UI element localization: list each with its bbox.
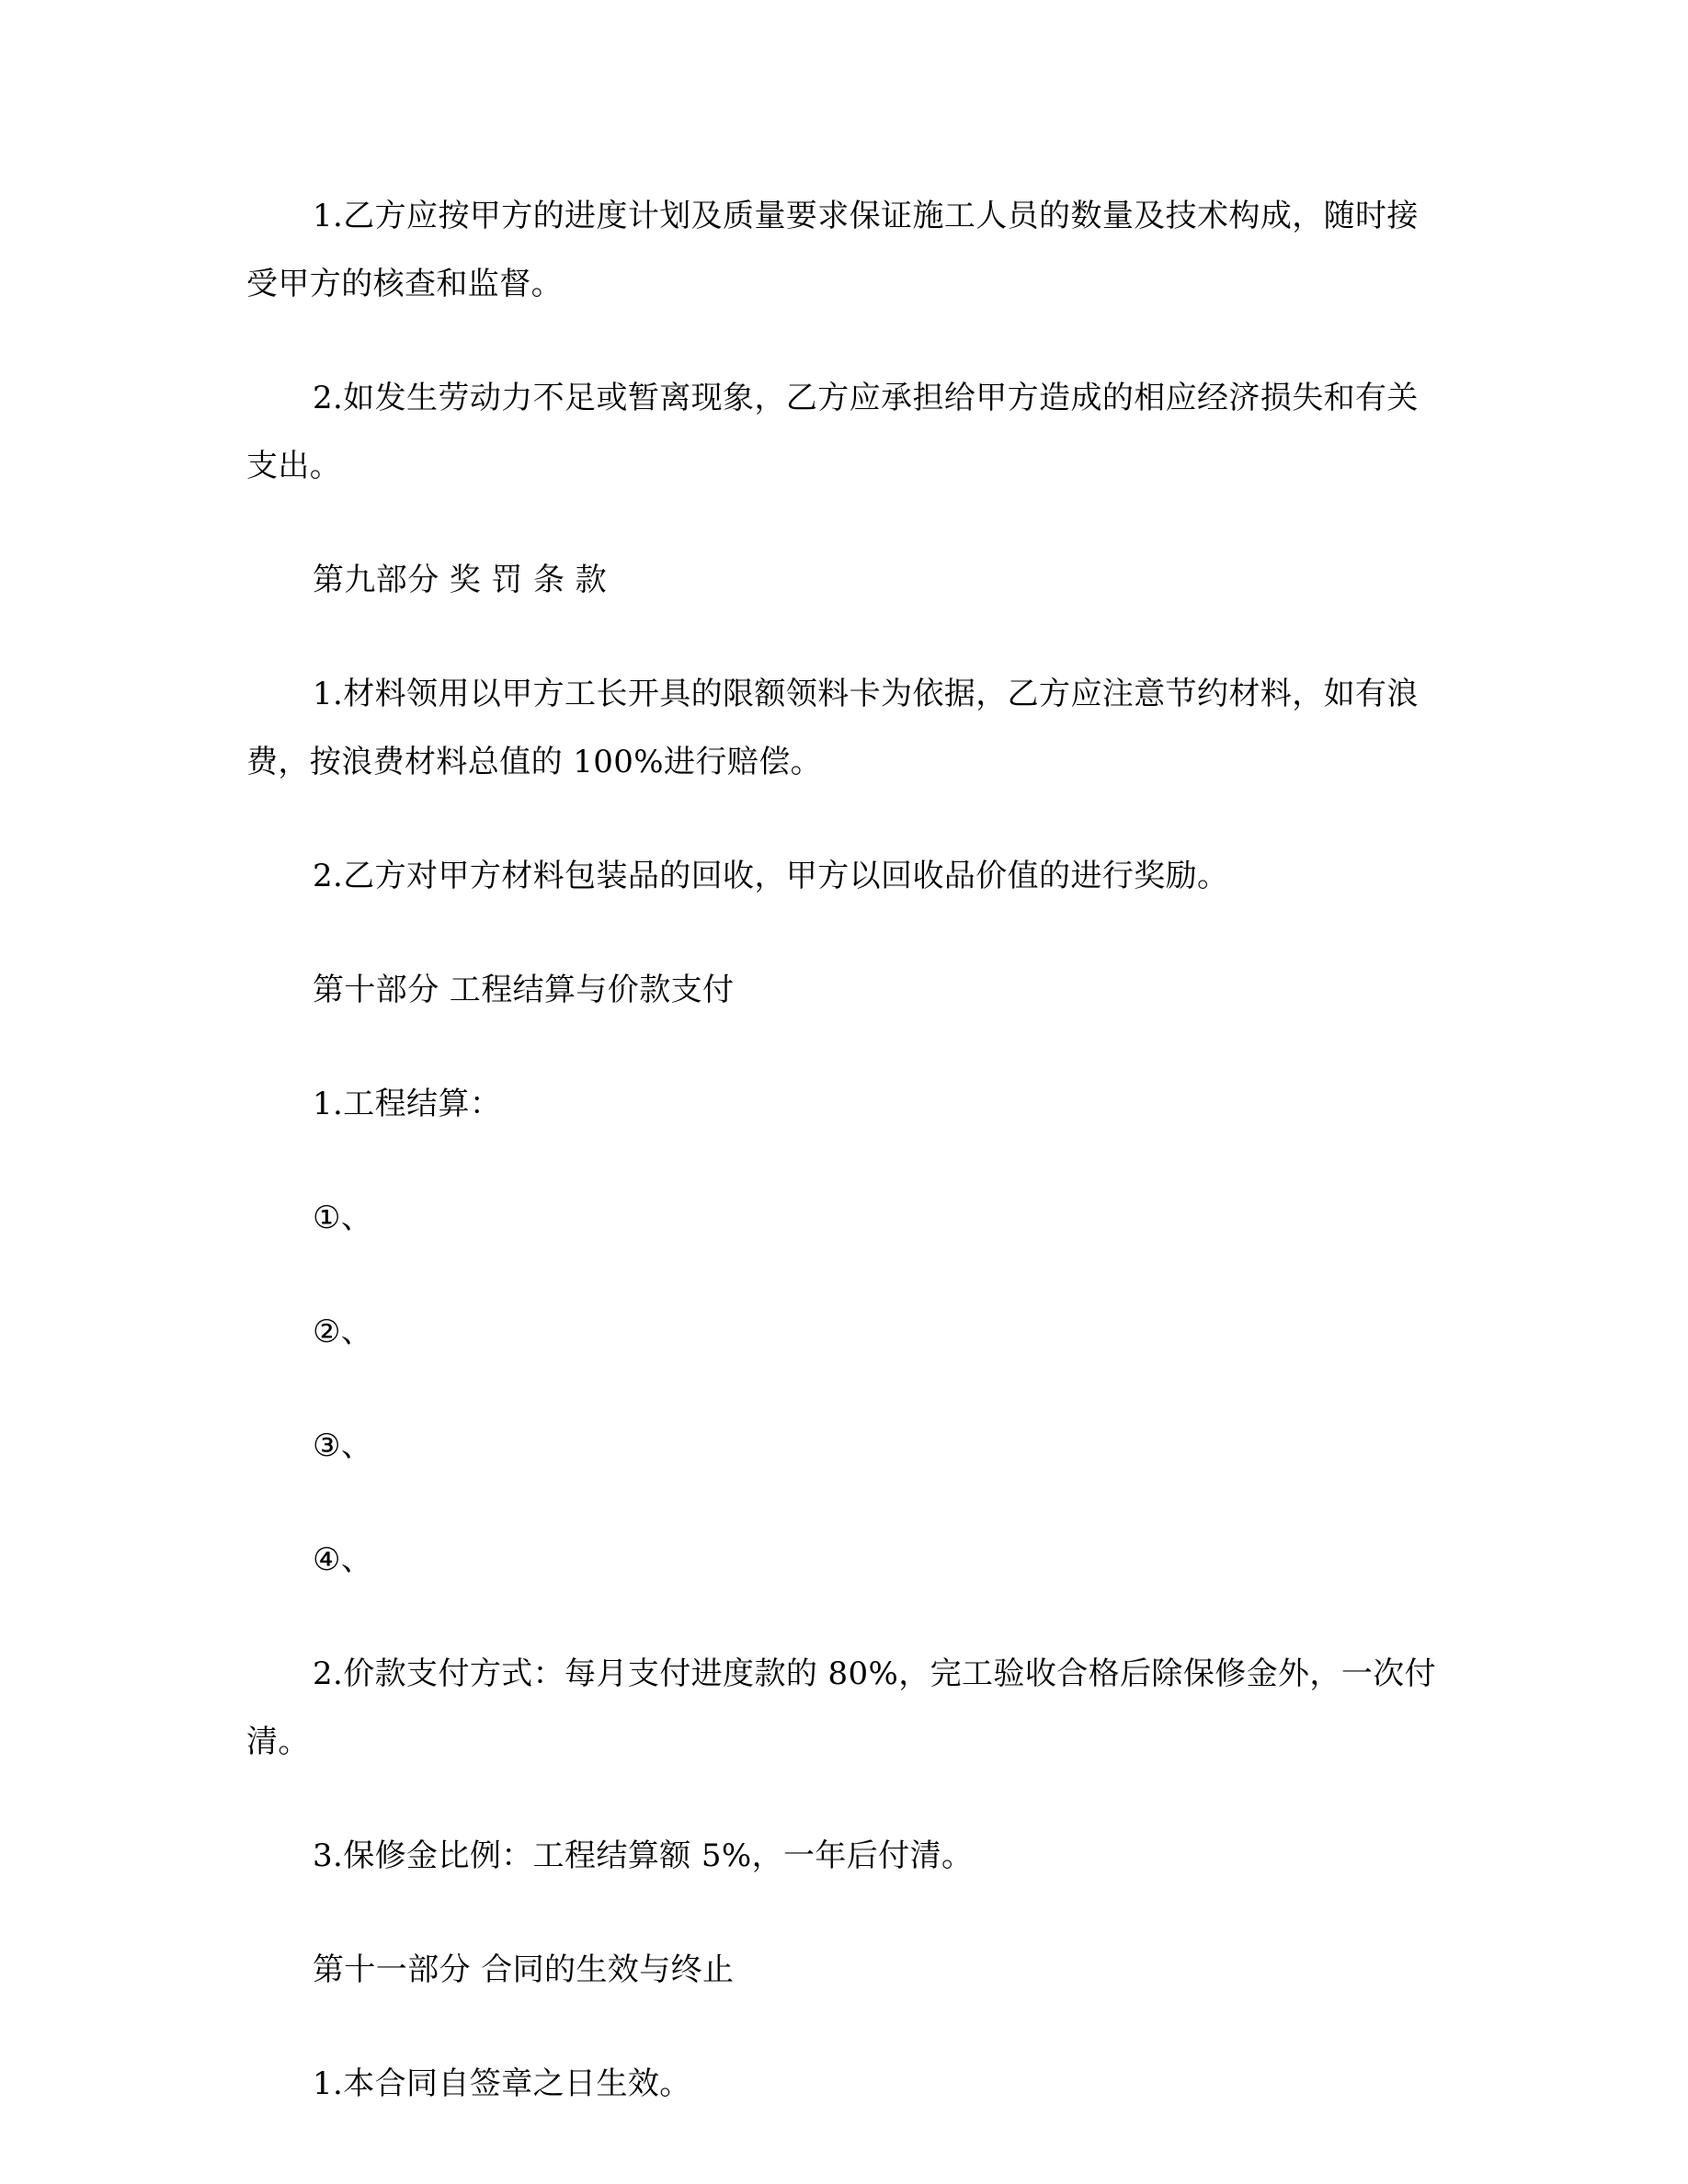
list-item-settlement-2: ②、: [313, 1314, 373, 1350]
paragraph-labor-guarantee: 1.乙方应按甲方的进度计划及质量要求保证施工人员的数量及技术构成，随时接受甲方的核查和监督。: [246, 198, 1419, 302]
list-item-settlement-1: ①、: [313, 1200, 373, 1236]
section-heading-rewards-penalties: 第九部分 奖 罚 条 款: [313, 562, 608, 598]
paragraph-packaging-recycling: 2.乙方对甲方材料包装品的回收，甲方以回收品价值的进行奖励。: [313, 858, 1229, 894]
section-heading-settlement-payment: 第十部分 工程结算与价款支付: [313, 972, 735, 1008]
paragraph-effective-date: 1.本合同自签章之日生效。: [313, 2065, 691, 2102]
list-item-settlement-4: ④、: [313, 1541, 373, 1578]
paragraph-settlement: 1.工程结算：: [313, 1086, 502, 1122]
paragraph-payment-method: 2.价款支付方式：每月支付进度款的 80%，完工验收合格后除保修金外，一次付清。: [246, 1655, 1437, 1760]
list-item-settlement-3: ③、: [313, 1428, 373, 1464]
paragraph-labor-shortage: 2.如发生劳动力不足或暂离现象，乙方应承担给甲方造成的相应经济损失和有关支出。: [246, 380, 1419, 484]
section-heading-effectiveness-termination: 第十一部分 合同的生效与终止: [313, 1951, 735, 1988]
paragraph-warranty-ratio: 3.保修金比例：工程结算额 5%，一年后付清。: [313, 1837, 974, 1874]
document-body: [246, 182, 1442, 2118]
paragraph-material-usage: 1.材料领用以甲方工长开具的限额领料卡为依据，乙方应注意节约材料，如有浪费，按浪费材料总值的 100%进行赔偿。: [246, 676, 1419, 780]
